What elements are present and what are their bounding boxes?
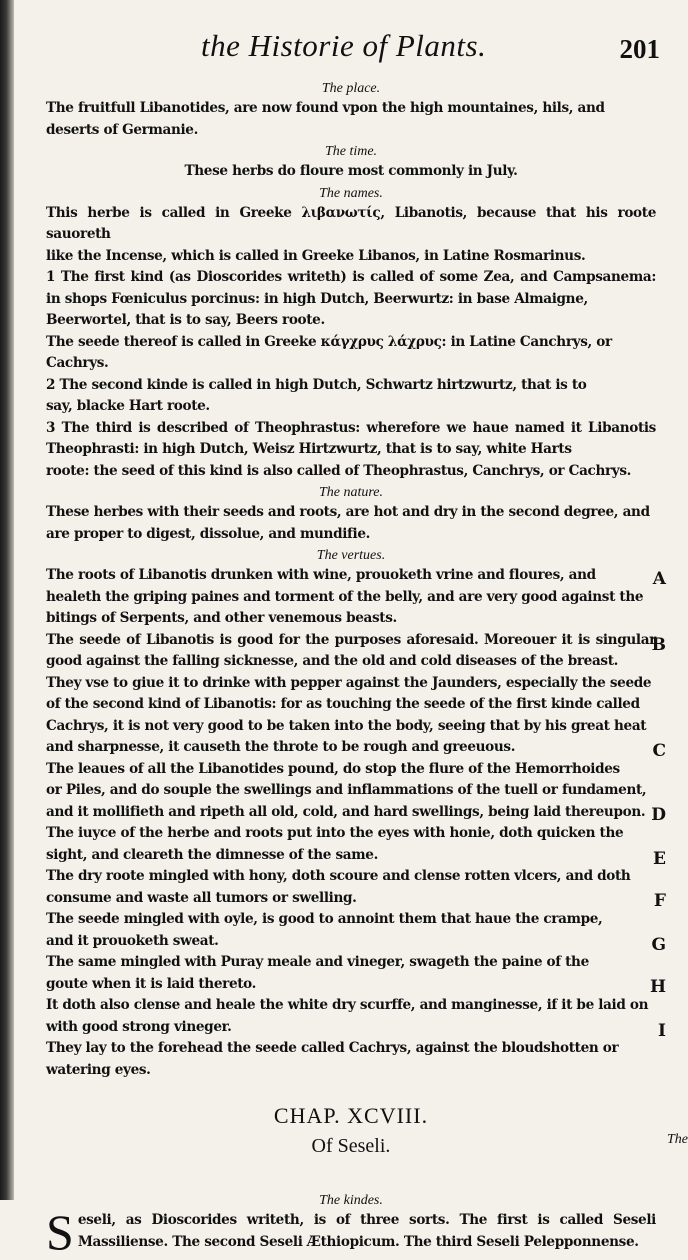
- section-heading-vertues: The vertues.: [316, 548, 386, 563]
- nature-line: are proper to digest, dissolue, and mundifie.: [46, 525, 371, 542]
- vertues-line: The iuyce of the herbe and roots put into the eyes with honie, doth quicken the: [46, 825, 624, 841]
- vertues-line: bitings of Serpents, and other venemous beasts.: [46, 610, 397, 626]
- vertues-line: watering eyes.: [46, 1061, 151, 1078]
- vertues-line: and it prouoketh sweat.: [46, 932, 219, 949]
- names-line: roote: the seed of this kind is also called of Theophrastus, Canchrys, or Cachrys.: [46, 462, 632, 479]
- names-line: This herbe is called in Greeke λιβανωτίς, Libanotis, because that his roote sauoreth: [46, 204, 656, 242]
- names-line: 1 The first kind (as Dioscorides writeth) is called of some Zea, and Campsanema: in shops Fœniculus porcinus: in high Dutch, Beerwurtz: in base Almaigne,: [46, 269, 656, 307]
- kindes-paragraph: [46, 1204, 656, 1260]
- drop-cap: S: [46, 1204, 74, 1260]
- time-line: These herbs do floure most commonly in July.: [184, 163, 518, 179]
- margin-letter-h: H: [649, 977, 666, 997]
- names-line: The seede thereof is called in Greeke κάγχρυς λάχρυς: in Latine Canchrys, or: [46, 333, 612, 350]
- names-line: 2 The second kinde is called in high Dutch, Schwartz hirtzwurtz, that is to: [46, 376, 587, 393]
- margin-letter-d: D: [651, 805, 666, 825]
- names-line: like the Incense, which is called in Greeke Libanos, in Latine Rosmarinus.: [46, 247, 586, 264]
- page-number: 201: [619, 34, 660, 64]
- margin-letter-f: F: [653, 891, 666, 911]
- vertues-line: sight, and cleareth the dimnesse of the same.: [46, 846, 378, 863]
- vertues-line: and sharpnesse, it causeth the throte to be rough and greeuous.: [46, 739, 516, 755]
- section-heading-kindes: The kindes.: [319, 1193, 383, 1208]
- vertues-line: healeth the griping paines and torment of the belly, and are very good against the: [46, 588, 644, 605]
- vertues-block: [46, 565, 666, 1081]
- page-header: [46, 28, 660, 78]
- vertues-line: goute when it is laid thereto.: [46, 975, 257, 992]
- vertues-line: The dry roote mingled with hony, doth scoure and clense rotten vlcers, and doth: [46, 868, 631, 884]
- vertues-line: Cachrys, it is not very good to be taken into the body, seeing that by his great heat: [46, 717, 647, 734]
- vertues-line: It doth also clense and heale the white dry scurffe, and manginesse, if it be laid on: [46, 997, 649, 1013]
- vertues-line: with good strong vineger.: [46, 1018, 232, 1035]
- names-line: say, blacke Hart roote.: [46, 398, 210, 414]
- margin-letter-a: A: [652, 569, 666, 589]
- running-title: the Historie of Plants.: [201, 28, 487, 63]
- nature-line: These herbes with their seeds and roots, are hot and dry in the second degree, and: [46, 504, 650, 520]
- vertues-line: consume and waste all tumors or swelling.: [46, 889, 357, 906]
- place-line: deserts of Germanie.: [46, 121, 198, 138]
- section-heading-place: The place.: [321, 81, 381, 96]
- vertues-line: The leaues of all the Libanotides pound, do stop the flure of the Hemorrhoides: [46, 760, 620, 777]
- vertues-line: and it mollifieth and ripeth all old, cold, and hard swellings, being laid thereupon.: [46, 803, 646, 820]
- names-line: Cachrys.: [46, 355, 109, 371]
- vertues-line: The same mingled with Puray meale and vineger, swageth the paine of the: [46, 954, 589, 970]
- vertues-line: The seede of Libanotis is good for the purposes aforesaid. Moreouer it is singular good against the falling sicknesse, and the old and cold diseases of the breast.: [46, 631, 656, 669]
- margin-letter-g: G: [651, 935, 666, 955]
- chapter-number: CHAP. XCVIII.: [273, 1103, 429, 1128]
- section-heading-names: The names.: [319, 185, 383, 201]
- vertues-line: They lay to the forehead the seede called Cachrys, against the bloudshotten or: [46, 1040, 619, 1056]
- vertues-line: The seede mingled with oyle, is good to annoint them that haue the crampe,: [46, 911, 603, 927]
- book-spine-shadow: [0, 0, 14, 1200]
- vertues-line: or Piles, and do souple the swellings and inflammations of the tuell or fundament,: [46, 782, 647, 798]
- margin-letter-b: B: [651, 635, 666, 655]
- catchword: The: [667, 1132, 688, 1147]
- page-body: [46, 80, 666, 1260]
- names-line: Beerwortel, that is to say, Beers roote.: [46, 312, 325, 328]
- book-page: [46, 28, 666, 1260]
- section-heading-time: The time.: [324, 144, 378, 159]
- section-heading-nature: The nature.: [318, 485, 384, 500]
- chapter-title: Of Seseli.: [311, 1135, 391, 1157]
- margin-letter-e: E: [653, 849, 666, 869]
- place-line: The fruitfull Libanotides, are now found vpon the high mountaines, hils, and: [46, 100, 605, 116]
- margin-letter-c: C: [652, 741, 666, 761]
- vertues-line: The roots of Libanotis drunken with wine, prouoketh vrine and floures, and: [46, 567, 596, 583]
- kindes-text: eseli, as Dioscorides writeth, is of three sorts. The first is called Seseli Massiliense. The second Seseli Æthiopicum. The third Seseli Pelepponnense.: [77, 1212, 656, 1250]
- vertues-line: They vse to giue it to drinke with pepper against the Jaunders, especially the seede: [46, 674, 652, 691]
- vertues-line: of the second kind of Libanotis: for as touching the seede of the first kinde called: [46, 696, 640, 712]
- names-line: 3 The third is described of Theophrastus: wherefore we haue named it Libanotis Theophrasti: in high Dutch, Weisz Hirtzwurtz, that is to say, white Harts: [46, 419, 656, 457]
- margin-letter-i: I: [658, 1021, 666, 1041]
